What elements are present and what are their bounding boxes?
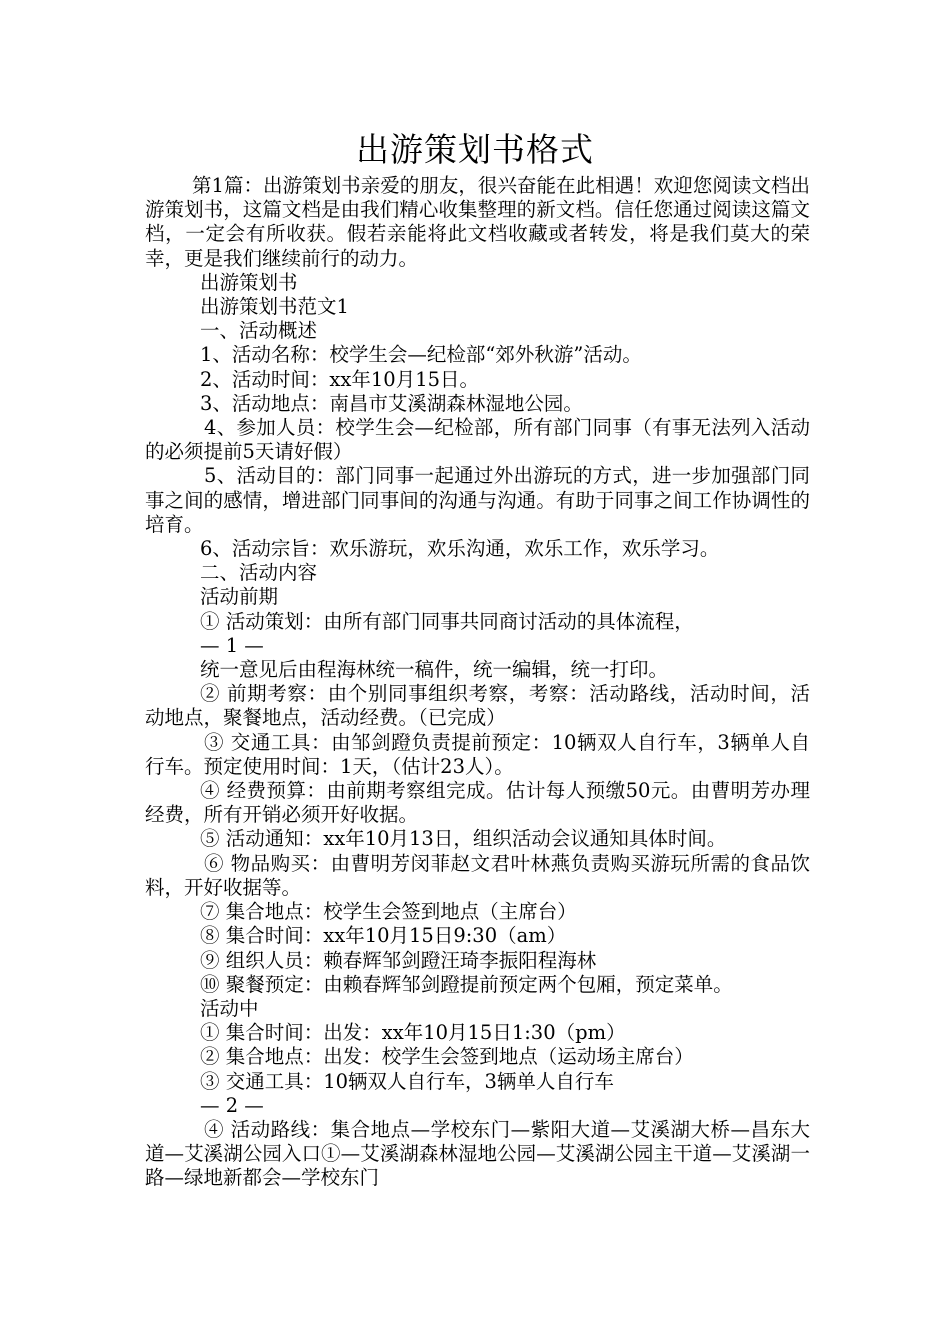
overview-item-time: 2、活动时间：xx年10月15日。 <box>200 367 480 391</box>
overview-item-tenet: 6、活动宗旨：欢乐游玩，欢乐沟通，欢乐工作，欢乐学习。 <box>200 537 720 561</box>
page-number-1: — 1 — <box>200 633 264 657</box>
section-overview: 一、活动概述 <box>200 319 318 343</box>
section-content: 二、活动内容 <box>200 561 318 585</box>
overview-item-participants: 4、参加人员：校学生会—纪检部，所有部门同事（有事无法列入活动的必须提前5天请好假） <box>145 416 810 464</box>
intro-paragraph: 第1篇：出游策划书亲爱的朋友，很兴奋能在此相遇！欢迎您阅读文档出游策划书，这篇文档是由我们精心收集整理的新文档。信任您通过阅读这篇文档，一定会有所收获。假若亲能将此文档收藏或者转发，将是我们莫大的荣幸，更是我们继续前行的动力。 <box>145 174 810 270</box>
pre-item-planning: ① 活动策划：由所有部门同事共同商讨活动的具体流程， <box>200 609 694 633</box>
document-title: 出游策划书格式 <box>356 130 594 169</box>
pre-item-transport: ③ 交通工具：由邹剑蹬负责提前预定：10辆双人自行车，3辆单人自行车。预定使用时间：1天，（估计23人）。 <box>145 730 810 778</box>
mid-item-route: ④ 活动路线：集合地点—学校东门—紫阳大道—艾溪湖大桥—昌东大道—艾溪湖公园入口①—艾溪湖森林湿地公园—艾溪湖公园主干道—艾溪湖一路—绿地新都会—学校东门 <box>145 1117 810 1190</box>
page-number-2: — 2 — <box>200 1093 264 1117</box>
phase-pre-heading: 活动前期 <box>200 585 279 609</box>
pre-item-budget: ④ 经费预算：由前期考察组完成。估计每人预缴50元。由曹明芳办理经费，所有开销必须开好收据。 <box>145 779 810 827</box>
mid-item-transport: ③ 交通工具：10辆双人自行车，3辆单人自行车 <box>200 1069 614 1093</box>
phase-mid-heading: 活动中 <box>200 996 259 1020</box>
overview-item-purpose: 5、活动目的：部门同事一起通过外出游玩的方式，进一步加强部门同事之间的感情，增进部门同事间的沟通与沟通。有助于同事之间工作协调性的培育。 <box>145 464 810 536</box>
pre-item-organizers: ⑨ 组织人员：赖春辉邹剑蹬汪琦李振阳程海林 <box>200 948 597 972</box>
pre-item-planning-continued: 统一意见后由程海林统一稿件，统一编辑，统一打印。 <box>200 658 669 682</box>
pre-item-purchase: ⑥ 物品购买：由曹明芳闵菲赵文君叶林燕负责购买游玩所需的食品饮料，开好收据等。 <box>145 851 810 899</box>
overview-item-place: 3、活动地点：南昌市艾溪湖森林湿地公园。 <box>200 391 583 415</box>
heading-plan: 出游策划书 <box>200 270 298 294</box>
overview-item-name: 1、活动名称：校学生会—纪检部“郊外秋游”活动。 <box>200 343 642 367</box>
pre-item-dinner: ⑩ 聚餐预定：由赖春辉邹剑蹬提前预定两个包厢，预定菜单。 <box>200 972 733 996</box>
mid-item-time: ① 集合时间：出发：xx年10月15日1:30（pm） <box>200 1021 626 1045</box>
pre-item-gather-time: ⑧ 集合时间：xx年10月15日9:30（am） <box>200 924 567 948</box>
mid-item-place: ② 集合地点：出发：校学生会签到地点（运动场主席台） <box>200 1045 694 1069</box>
pre-item-notice: ⑤ 活动通知：xx年10月13日，组织活动会议通知具体时间。 <box>200 827 727 851</box>
pre-item-gather-place: ⑦ 集合地点：校学生会签到地点（主席台） <box>200 900 577 924</box>
document-body <box>145 174 810 1191</box>
pre-item-survey: ② 前期考察：由个别同事组织考察，考察：活动路线，活动时间，活动地点，聚餐地点，活动经费。（已完成） <box>145 682 810 730</box>
heading-sample: 出游策划书范文1 <box>200 295 349 319</box>
